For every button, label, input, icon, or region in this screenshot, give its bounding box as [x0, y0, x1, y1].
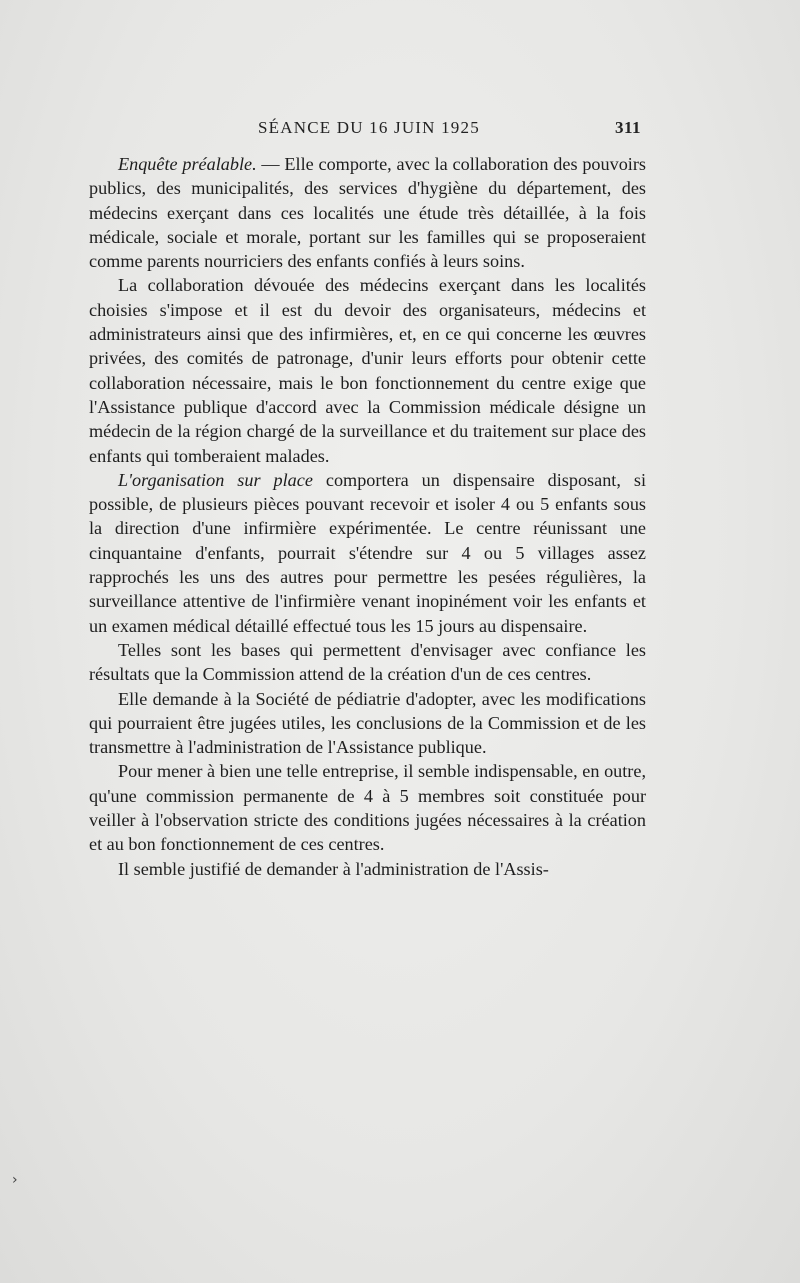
page-number: 311: [615, 118, 642, 137]
paragraph-lead: L'organisation sur place: [118, 469, 313, 490]
paragraph-lead: Enquête préalable.: [118, 154, 257, 174]
paragraph-text: Elle demande à la Société de pédiatrie d'adopter, avec les modifications qui pourraient être jugées utiles, les conclusions de la Commission et de les transmettre à l'administration de l'Assistance publique.: [89, 688, 646, 758]
paragraph-text: comportera un dispensaire disposant, si possible, de plusieurs pièces pouvant recevoir et isoler 4 ou 5 enfants sous la direction d'une infirmière expérimentée. Le centre réunissant une cinquantaine d'enfants, pourrait s'étendre sur 4 ou 5 villages assez rapprochés les uns des autres pour permettre les pesées régulières, la surveillance attentive de l'infirmière venant inopinément voir les enfants et un examen médical détaillé effectué tous les 15 jours au dispensaire.: [89, 469, 646, 636]
paragraph-text: Pour mener à bien une telle entreprise, il semble indispensable, en outre, qu'une commission permanente de 4 à 5 membres soit constituée pour veiller à l'observation stricte des conditions jugées nécessaires à la création et au bon fonctionnement de ces centres.: [89, 761, 646, 855]
paragraph-demande: [89, 687, 646, 760]
body-text: [89, 152, 646, 881]
paragraph-text: Il semble justifié de demander à l'administration de l'Assis-: [118, 858, 549, 879]
paragraph-text: La collaboration dévouée des médecins exerçant dans les localités choisies s'impose et il est du devoir des organisateurs, médecins et administrateurs ainsi que des infirmières, et, en ce qui concerne les œuvres privées, des comités de patronage, d'unir leurs efforts pour obtenir cette collaboration nécessaire, mais le bon fonctionnement du centre exige que l'Assistance publique d'accord avec la Commission médicale désigne un médecin de la région chargé de la surveillance et du traitement sur place des enfants qui tomberaient malades.: [89, 275, 646, 466]
paragraph-assistance: [89, 857, 646, 881]
paragraph-collaboration: [89, 273, 646, 467]
paragraph-enquete: [89, 152, 646, 273]
paragraph-bases: [89, 638, 646, 687]
paragraph-organisation: [89, 468, 646, 638]
header-title: SÉANCE DU 16 JUIN 1925: [258, 118, 480, 137]
paragraph-text: — Elle comporte, avec la collaboration des pouvoirs publics, des municipalités, des services d'hygiène du département, des médecins exerçant dans ces localités une étude très détaillée, à la fois médicale, sociale et morale, portant sur les familles qui se proposeraient comme parents nourriciers des enfants confiés à leurs soins.: [89, 154, 646, 272]
running-header: [258, 118, 658, 138]
paragraph-commission: [89, 759, 646, 856]
margin-mark: ›: [12, 1172, 18, 1188]
paragraph-text: Telles sont les bases qui permettent d'envisager avec confiance les résultats que la Commission attend de la création d'un de ces centres.: [89, 639, 646, 685]
